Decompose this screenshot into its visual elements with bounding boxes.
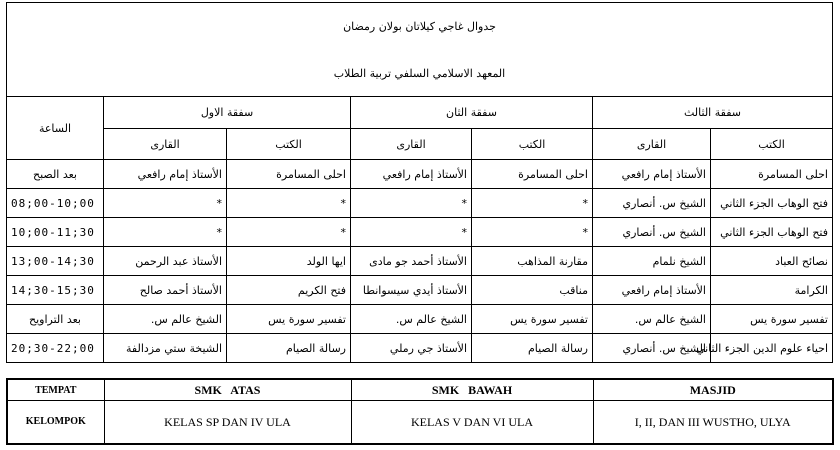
kitab-cell: احلى المسامرة [472,160,593,189]
qari-cell: * [351,189,472,218]
table-row [7,305,833,334]
qari-cell: الأستاذ أحمد صالح [104,276,227,305]
kitab-header-1: الكتب [227,129,351,160]
kitab-header-3: الكتب [711,129,833,160]
time-cell: بعد التراويح [7,305,104,334]
time-cell: 10;00-11;30 [7,218,104,247]
floor-2-header: سفقة الثان [351,97,593,129]
kitab-cell: * [472,189,593,218]
qari-cell: الأستاذ أحمد جو مادى [351,247,472,276]
table-row [7,276,833,305]
qari-cell: الأستاذ إمام رافعي [351,160,472,189]
location-table [6,378,834,445]
qari-header-2: القارى [351,129,472,160]
title-line-1: جدوال غاجي كيلاتان بولان رمضان [7,3,833,51]
kitab-cell: * [472,218,593,247]
qari-cell: الشيخ س. أنصاري [593,218,711,247]
qari-cell: * [351,218,472,247]
kitab-cell: تفسير سورة يس [472,305,593,334]
kitab-cell: مناقب [472,276,593,305]
kitab-cell: فتح الوهاب الجزء الثاني [711,218,833,247]
place-cell: MASJID [593,379,833,401]
qari-cell: الأستاذ جي رملي [351,334,472,363]
tempat-row [7,379,833,401]
qari-cell: الأستاذ عبد الرحمن [104,247,227,276]
qari-cell: الشيخة ستي مزدالفة [104,334,227,363]
title-line-2: المعهد الاسلامي السلفي تربية الطلاب [7,50,833,97]
kitab-cell: تفسير سورة يس [711,305,833,334]
kitab-header-2: الكتب [472,129,593,160]
kitab-cell: تفسير سورة يس [227,305,351,334]
floor-1-header: سفقة الاول [104,97,351,129]
kitab-cell: الكرامة [711,276,833,305]
qari-cell: * [104,218,227,247]
floor-3-header: سفقة الثالث [593,97,833,129]
table-row [7,218,833,247]
qari-cell: الأستاذ إمام رافعي [104,160,227,189]
kelompok-label: KELOMPOK [7,401,104,445]
time-cell: 14;30-15;30 [7,276,104,305]
qari-cell: الأستاذ إمام رافعي [593,276,711,305]
time-cell: 08;00-10;00 [7,189,104,218]
kitab-cell: احلى المسامرة [711,160,833,189]
kitab-cell: احلى المسامرة [227,160,351,189]
kelompok-row [7,401,833,445]
qari-header-3: القارى [593,129,711,160]
qari-cell: الشيخ عالم س. [351,305,472,334]
kitab-cell: رسالة الصيام [227,334,351,363]
group-cell: KELAS V DAN VI ULA [351,401,593,445]
kitab-cell: احياء علوم الدين الجزء الثاني [711,334,833,363]
time-cell: 13;00-14;30 [7,247,104,276]
table-row [7,160,833,189]
kitab-cell: نصائح العباد [711,247,833,276]
time-cell: بعد الصبح [7,160,104,189]
kitab-cell: * [227,218,351,247]
schedule-document [6,2,832,445]
place-cell: SMK BAWAH [351,379,593,401]
qari-cell: الشيخ س. أنصاري [593,334,711,363]
kitab-cell: * [227,189,351,218]
qari-header-1: القارى [104,129,227,160]
tempat-label: TEMPAT [7,379,104,401]
qari-cell: الشيخ عالم س. [104,305,227,334]
qari-cell: الأستاذ أيدي سيسوانطا [351,276,472,305]
group-cell: I, II, DAN III WUSTHO, ULYA [593,401,833,445]
qari-cell: الشيخ نلمام [593,247,711,276]
kitab-cell: مقارنة المذاهب [472,247,593,276]
table-row [7,247,833,276]
time-cell: 20;30-22;00 [7,334,104,363]
kitab-cell: فتح الكريم [227,276,351,305]
table-row [7,189,833,218]
qari-cell: * [104,189,227,218]
group-cell: KELAS SP DAN IV ULA [104,401,351,445]
kitab-cell: فتح الوهاب الجزء الثاني [711,189,833,218]
table-row [7,334,833,363]
place-cell: SMK ATAS [104,379,351,401]
schedule-table [6,2,833,363]
qari-cell: الشيخ عالم س. [593,305,711,334]
time-header: الساعة [7,97,104,160]
kitab-cell: ايها الولد [227,247,351,276]
qari-cell: الأستاذ إمام رافعي [593,160,711,189]
kitab-cell: رسالة الصيام [472,334,593,363]
qari-cell: الشيخ س. أنصاري [593,189,711,218]
